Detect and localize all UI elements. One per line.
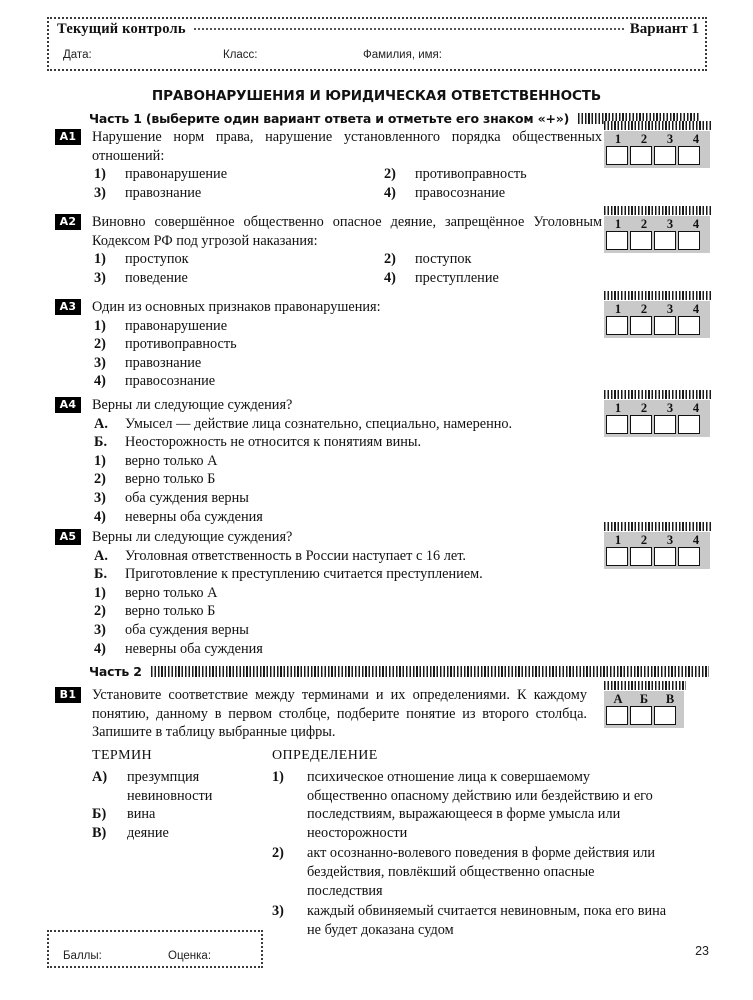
question-stem: Нарушение норм права, нарушение установленного порядка общественных отношений: (92, 129, 602, 164)
option-number: 4) (94, 640, 106, 657)
answer-checkbox[interactable] (630, 415, 652, 434)
option-item[interactable] (92, 165, 382, 184)
option-item[interactable] (92, 354, 602, 373)
definition-text: психическое отношение лица к совершаемому общественно опасному действию или бездействию и его последствиям, выражающееся в форме умысла или неосторожности (307, 769, 653, 841)
answer-column-label: 3 (666, 401, 674, 415)
answer-grid-b1-cells[interactable] (606, 706, 682, 725)
option-item[interactable] (92, 250, 382, 269)
hatch-cap-icon (604, 206, 712, 215)
term-letter: В) (92, 824, 107, 841)
answer-grid-cells[interactable] (606, 146, 708, 165)
question-statement (92, 433, 602, 452)
option-text: верно только А (125, 452, 218, 469)
answer-grid-a3[interactable] (604, 291, 712, 340)
answer-checkbox[interactable] (678, 146, 700, 165)
option-text: неверны оба суждения (125, 508, 263, 525)
option-item[interactable] (382, 184, 602, 203)
option-number: 3) (94, 184, 106, 201)
hatch-cap-icon (604, 291, 712, 300)
answer-column-label: 2 (640, 132, 648, 146)
option-text: неверны оба суждения (125, 640, 263, 657)
name-field-label[interactable]: Фамилия, имя: (363, 49, 442, 61)
option-item[interactable] (92, 335, 602, 354)
term-item[interactable] (92, 768, 267, 805)
option-item[interactable] (92, 452, 602, 471)
option-item[interactable] (382, 269, 602, 288)
option-number: 1) (94, 584, 106, 601)
option-text: правосознание (125, 373, 216, 390)
answer-checkbox[interactable] (606, 547, 628, 566)
statement-text: Неосторожность не относится к понятиям вины. (125, 434, 422, 451)
term-text: презумпция невиновности (127, 769, 213, 804)
statement-label: А. (94, 547, 108, 564)
answer-checkbox[interactable] (654, 316, 676, 335)
option-item[interactable] (92, 640, 602, 659)
score-footer-box (47, 930, 263, 968)
mark-field-label[interactable]: Оценка: (168, 950, 212, 962)
question-stem: Верны ли следующие суждения? (92, 529, 293, 545)
answer-column-label: 1 (614, 302, 622, 316)
answer-grid-header (606, 401, 708, 415)
option-item[interactable] (382, 165, 602, 184)
option-item[interactable] (382, 250, 602, 269)
answer-column-label: 3 (666, 132, 674, 146)
answer-checkbox[interactable] (654, 415, 676, 434)
dotted-leader (194, 28, 624, 30)
answer-grid-a5[interactable] (604, 522, 712, 571)
student-header-box (47, 17, 707, 71)
question-body (92, 298, 602, 391)
option-item[interactable] (92, 584, 602, 603)
term-text: деяние (127, 824, 169, 841)
option-text: правонарушение (125, 166, 228, 183)
answer-grid-header (606, 217, 708, 231)
option-text: проступок (125, 251, 189, 268)
answer-checkbox[interactable] (630, 231, 652, 250)
term-item[interactable] (92, 824, 267, 843)
answer-checkbox[interactable] (678, 415, 700, 434)
definition-list (272, 768, 672, 941)
statement-label: А. (94, 415, 108, 432)
option-text: поведение (125, 269, 188, 286)
option-number: 4) (94, 373, 106, 390)
answer-column-label: 4 (692, 302, 700, 316)
option-text: правознание (125, 184, 202, 201)
answer-input-box[interactable] (654, 706, 676, 725)
answer-column-label: 2 (640, 217, 648, 231)
worksheet-title: Текущий контроль (57, 21, 186, 37)
answer-checkbox[interactable] (678, 231, 700, 250)
question-statement (92, 547, 602, 566)
part2-label: Часть 2 (89, 664, 142, 679)
option-number: 3) (94, 621, 106, 638)
option-number: 2) (94, 603, 106, 620)
answer-checkbox[interactable] (630, 146, 652, 165)
question-tag-a2: A2 (55, 214, 81, 230)
definition-column-header: ОПРЕДЕЛЕНИЕ (272, 748, 378, 763)
option-text: противоправность (415, 166, 527, 183)
term-letter: А) (92, 769, 108, 785)
option-text: правознание (125, 354, 202, 371)
class-field-label[interactable]: Класс: (223, 49, 258, 61)
option-list (92, 165, 602, 202)
statement-text: Уголовная ответственность в России наступает с 16 лет. (125, 547, 466, 564)
definition-number: 3) (272, 903, 284, 920)
term-list (92, 768, 267, 842)
answer-checkbox[interactable] (678, 316, 700, 335)
definition-number: 1) (272, 769, 284, 785)
question-stem: Верны ли следующие суждения? (92, 397, 293, 413)
option-item[interactable] (92, 470, 602, 489)
question-body (92, 396, 602, 526)
option-number: 2) (384, 166, 396, 183)
option-text: поступок (415, 251, 472, 268)
answer-checkbox[interactable] (606, 146, 628, 165)
answer-checkbox[interactable] (606, 415, 628, 434)
statement-label: Б. (94, 434, 108, 451)
answer-column-label: 1 (614, 533, 622, 547)
part2-heading (89, 664, 709, 679)
option-text: противоправность (125, 336, 237, 353)
page-number: 23 (695, 944, 709, 958)
page-title: ПРАВОНАРУШЕНИЯ И ЮРИДИЧЕСКАЯ ОТВЕТСТВЕННОСТЬ (151, 88, 602, 104)
answer-checkbox[interactable] (654, 231, 676, 250)
option-item[interactable] (92, 602, 602, 621)
option-text: верно только А (125, 584, 218, 601)
option-item[interactable] (92, 184, 382, 203)
term-letter: Б) (92, 806, 107, 823)
option-number: 3) (94, 354, 106, 371)
answer-checkbox[interactable] (606, 316, 628, 335)
option-list (92, 584, 602, 658)
answer-grid-header (606, 302, 708, 316)
option-text: правосознание (415, 184, 506, 201)
option-number: 1) (94, 166, 106, 183)
answer-grid-a2[interactable] (604, 206, 712, 255)
answer-checkbox[interactable] (606, 231, 628, 250)
option-item[interactable] (92, 372, 602, 391)
answer-column-label: 2 (640, 533, 648, 547)
option-item[interactable] (92, 317, 602, 336)
option-number: 3) (94, 489, 106, 506)
option-number: 2) (94, 336, 106, 353)
option-number: 4) (384, 184, 396, 201)
statement-label: Б. (94, 566, 108, 583)
answer-checkbox[interactable] (630, 316, 652, 335)
answer-grid-a1[interactable] (604, 121, 712, 170)
option-text: преступление (415, 269, 499, 286)
answer-column-label: 4 (692, 217, 700, 231)
answer-column-label: В (665, 692, 675, 706)
question-tag-b1: B1 (55, 687, 81, 703)
answer-grid-b1[interactable] (604, 681, 686, 730)
answer-grid-cells[interactable] (606, 415, 708, 434)
statement-text: Умысел — действие лица сознательно, специально, намеренно. (125, 415, 513, 432)
option-item[interactable] (92, 489, 602, 508)
hatch-cap-icon (604, 390, 712, 399)
matching-exercise (92, 748, 692, 938)
question-statement (92, 415, 602, 434)
answer-checkbox[interactable] (630, 547, 652, 566)
question-tag-a5: A5 (55, 529, 81, 545)
date-field-label[interactable]: Дата: (63, 49, 92, 61)
answer-input-box[interactable] (630, 706, 652, 725)
answer-column-label: 4 (692, 533, 700, 547)
option-number: 1) (94, 452, 106, 469)
answer-column-label: 3 (666, 533, 674, 547)
definition-item[interactable] (272, 902, 672, 939)
question-statement (92, 565, 602, 584)
header-title-row (57, 21, 699, 43)
term-column-header: ТЕРМИН (92, 748, 152, 763)
option-number: 2) (384, 251, 396, 268)
question-stem: Виновно совершённое общественно опасное деяние, запрещённое Уголовным Кодексом РФ под угрозой наказания: (92, 214, 602, 249)
answer-grid-cells[interactable] (606, 547, 708, 566)
option-list (92, 250, 602, 287)
header-fields-row (63, 49, 683, 69)
option-number: 4) (94, 508, 106, 525)
answer-column-label: 1 (614, 217, 622, 231)
hatch-cap-icon (604, 522, 712, 531)
option-item[interactable] (92, 508, 602, 527)
option-list (92, 317, 602, 391)
answer-grid-cells[interactable] (606, 316, 708, 335)
question-body (92, 213, 602, 287)
answer-grid-a4[interactable] (604, 390, 712, 439)
option-number: 4) (384, 269, 396, 286)
answer-column-label: 3 (666, 217, 674, 231)
question-tag-a3: A3 (55, 299, 81, 315)
option-text: верно только Б (125, 471, 216, 488)
answer-column-label: 3 (666, 302, 674, 316)
question-body (92, 528, 602, 658)
statement-text: Приготовление к преступлению считается преступлением. (125, 566, 483, 583)
question-tag-a1: A1 (55, 129, 81, 145)
hatch-cap-icon (604, 121, 712, 130)
definition-number: 2) (272, 845, 284, 862)
answer-column-label: 2 (640, 401, 648, 415)
term-item[interactable] (92, 805, 267, 824)
answer-grid-b1-header (606, 692, 682, 706)
option-number: 1) (94, 317, 106, 334)
answer-column-label: 2 (640, 302, 648, 316)
answer-grid-header (606, 132, 708, 146)
definition-text: каждый обвиняемый считается невиновным, пока его вина не будет доказана судом (307, 903, 667, 938)
definition-text: акт осознанно-волевого поведения в форме действия или бездействия, повлёкший общественно опасные последствия (307, 845, 656, 899)
answer-column-label: Б (639, 692, 649, 706)
option-text: оба суждения верны (125, 621, 249, 638)
answer-column-label: 4 (692, 401, 700, 415)
question-body (92, 128, 602, 202)
option-item[interactable] (92, 269, 382, 288)
answer-checkbox[interactable] (678, 547, 700, 566)
option-list (92, 452, 602, 526)
definition-item[interactable] (272, 844, 672, 900)
answer-checkbox[interactable] (654, 547, 676, 566)
question-stem-b1: Установите соответствие между терминами и их определениями. К каждому понятию, данному в первом столбце, подберите понятие из второго столбца. Запишите в таблицу выбранные цифры. (92, 687, 587, 741)
answer-column-label: 4 (692, 132, 700, 146)
question-stem: Один из основных признаков правонарушения: (92, 299, 381, 315)
answer-grid-cells[interactable] (606, 231, 708, 250)
option-text: верно только Б (125, 603, 216, 620)
variant-label: Вариант 1 (629, 21, 699, 37)
answer-input-box[interactable] (606, 706, 628, 725)
option-number: 1) (94, 251, 106, 268)
part1-label: Часть 1 (выберите один вариант ответа и отметьте его знаком «+») (89, 111, 570, 126)
option-text: правонарушение (125, 317, 228, 334)
definition-item[interactable] (272, 768, 672, 842)
hatch-divider-icon (151, 666, 709, 677)
answer-column-label: 1 (614, 401, 622, 415)
option-item[interactable] (92, 621, 602, 640)
question-tag-a4: A4 (55, 397, 81, 413)
answer-checkbox[interactable] (654, 146, 676, 165)
hatch-cap-icon (604, 681, 686, 690)
answer-column-label: А (613, 692, 623, 706)
option-number: 3) (94, 269, 106, 286)
answer-column-label: 1 (614, 132, 622, 146)
option-number: 2) (94, 471, 106, 488)
option-text: оба суждения верны (125, 489, 249, 506)
answer-grid-header (606, 533, 708, 547)
term-text: вина (127, 806, 156, 823)
score-field-label[interactable]: Баллы: (63, 950, 102, 962)
